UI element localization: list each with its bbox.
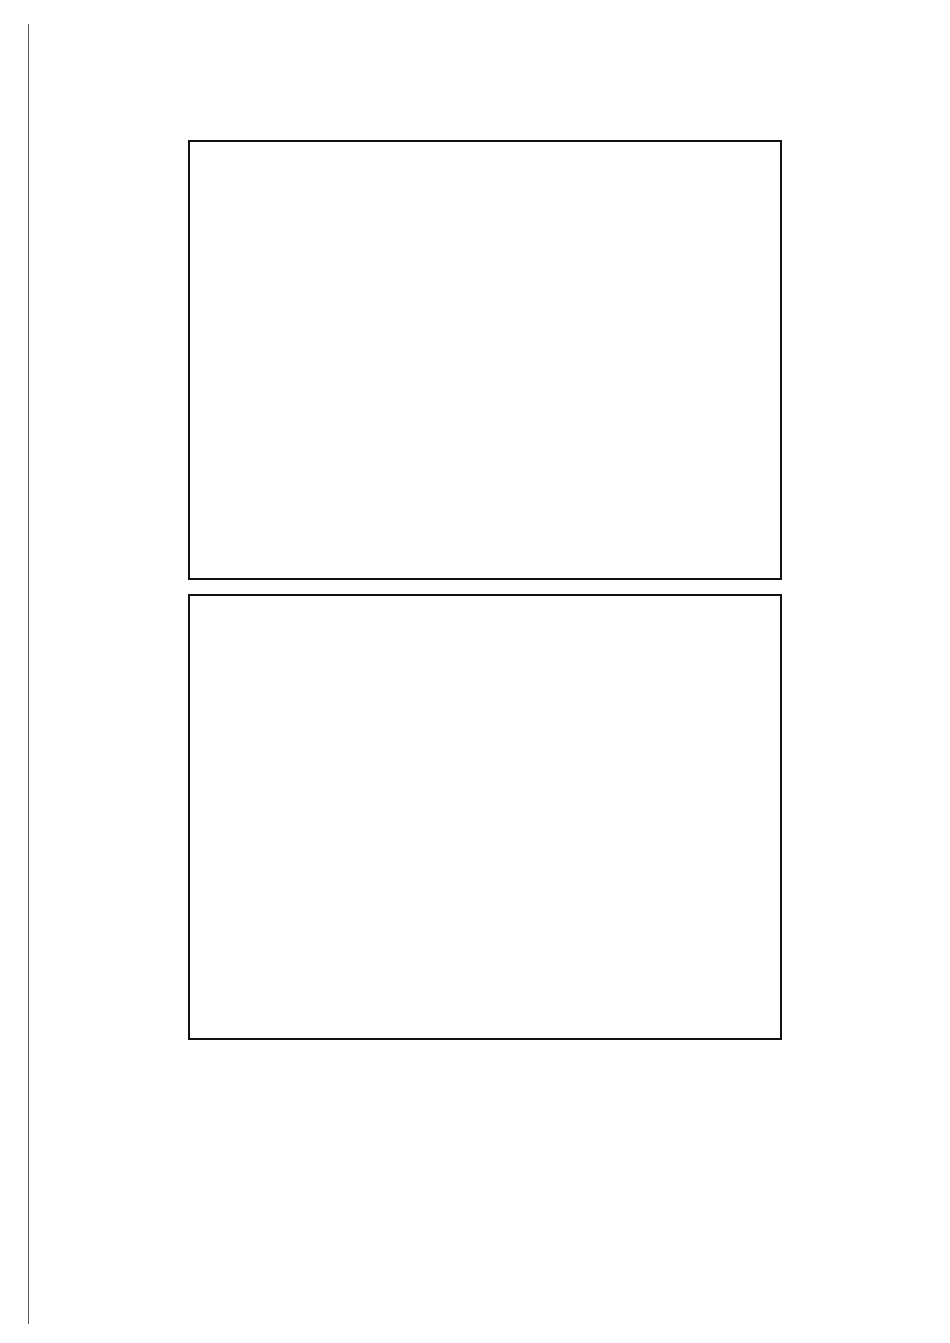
text-columns-bottom	[196, 602, 774, 1032]
scan-edge-line	[28, 24, 29, 1324]
page-panel-top	[188, 140, 782, 580]
text-columns-top	[196, 148, 774, 572]
page-panel-bottom	[188, 594, 782, 1040]
